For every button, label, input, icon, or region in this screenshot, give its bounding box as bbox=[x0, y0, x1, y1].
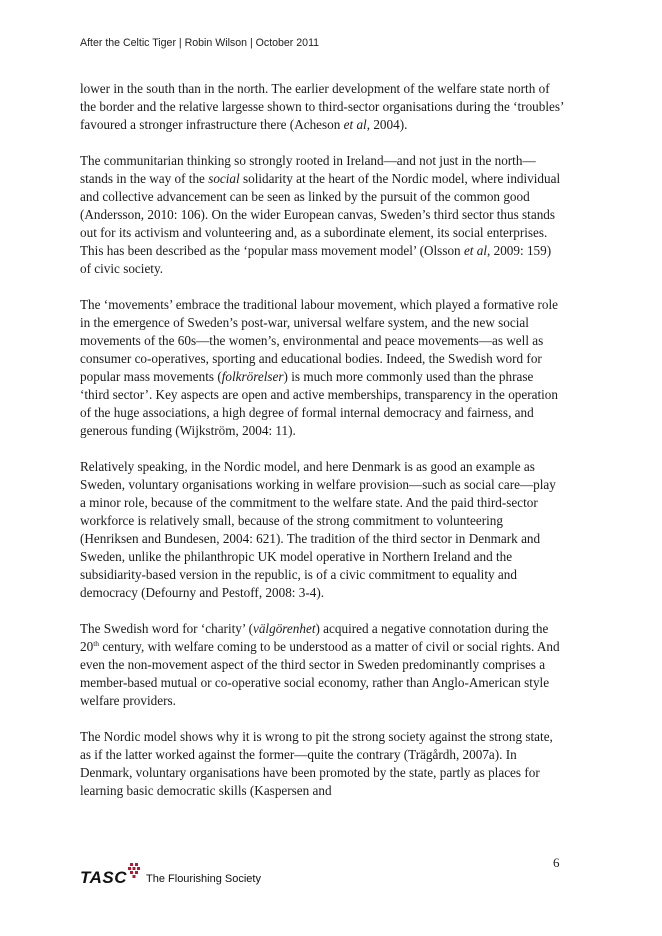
paragraph-text: , 2004). bbox=[366, 117, 408, 132]
paragraph-text: ) is much more commonly used than the phrase ‘third sector’. Key aspects are open and active memberships, transparency in the operation of the huge associations, a high degree of formal internal democracy and fairness, and generous funding (Wijkström, 2004: 11). bbox=[80, 369, 558, 438]
paragraph-text: ) acquired a negative connotation during the 20 bbox=[80, 621, 549, 654]
document-body bbox=[80, 80, 564, 818]
paragraph bbox=[80, 620, 564, 710]
tasc-logo bbox=[80, 860, 261, 886]
italic-text: et al bbox=[463, 243, 488, 258]
paragraph bbox=[80, 152, 564, 278]
italic-text: et al bbox=[343, 117, 367, 132]
paragraph-text: , 2009: 159) of civic society. bbox=[80, 243, 552, 276]
paragraph bbox=[80, 458, 564, 602]
page-number: 6 bbox=[553, 855, 560, 870]
logo-text: TASC bbox=[80, 868, 128, 887]
paragraph-text: The communitarian thinking so strongly rooted in Ireland—and not just in the north—stands in the way of the bbox=[80, 153, 536, 186]
logo-tagline: The Flourishing Society bbox=[146, 873, 261, 885]
paragraph bbox=[80, 728, 564, 800]
logo-dots-icon bbox=[128, 862, 142, 884]
paragraph-text: lower in the south than in the north. The earlier development of the welfare state north of the border and the relative largesse shown to third-sector organisations during the ‘troubles’ favoured a stronger infrastructure there (Acheson bbox=[80, 81, 564, 132]
paragraph bbox=[80, 296, 564, 440]
paragraph-text: solidarity at the heart of the Nordic model, where individual and collective advancement can be seen as linked by the pursuit of the common good (Andersson, 2010: 106). On the wider European canvas, Sweden’s third sector thus stands out for its activism and volunteering and, as a subordinate element, its social enterprises. This has been described as the ‘popular mass movement model’ (Olsson bbox=[80, 171, 561, 258]
paragraph-text: The Swedish word for ‘charity’ ( bbox=[80, 621, 253, 636]
italic-text: folkrörelser bbox=[221, 369, 284, 384]
paragraph-text: century, with welfare coming to be understood as a matter of civil or social rights. And even the non-movement aspect of the third sector in Sweden predominantly comprises a member-based mutual or co-operative social economy, rather than Anglo-American style welfare providers. bbox=[80, 639, 560, 708]
paragraph-text: Relatively speaking, in the Nordic model, and here Denmark is as good an example as Sweden, voluntary organisations working in welfare provision—such as social care—play a minor role, because of the commitment to the welfare state. And the paid third-sector workforce is relatively small, because of the strong commitment to volunteering (Henriksen and Bundesen, 2004: 621). The tradition of the third sector in Denmark and Sweden, unlike the philanthropic UK model operative in Northern Ireland and the subsidiarity-based version in the republic, is of a civic commitment to equality and democracy (Defourny and Pestoff, 2008: 3-4). bbox=[80, 459, 556, 600]
paragraph bbox=[80, 80, 564, 134]
paragraph-text: The ‘movements’ embrace the traditional labour movement, which played a formative role in the emergence of Sweden’s post-war, universal welfare system, and the new social movements of the 60s—the women’s, environmental and peace movements—as well as consumer co-operatives, sporting and educational bodies. Indeed, the Swedish word for popular mass movements ( bbox=[80, 297, 558, 384]
superscript: th bbox=[93, 639, 100, 648]
paragraph-text: The Nordic model shows why it is wrong to pit the strong society against the strong state, as if the latter worked against the former—quite the contrary (Trägårdh, 2007a). In Denmark, voluntary organisations have been promoted by the state, partly as places for learning basic democratic skills (Kaspersen and bbox=[80, 729, 553, 798]
italic-text: social bbox=[208, 171, 240, 186]
running-header: After the Celtic Tiger | Robin Wilson | October 2011 bbox=[80, 37, 320, 49]
italic-text: välgörenhet bbox=[252, 621, 316, 636]
